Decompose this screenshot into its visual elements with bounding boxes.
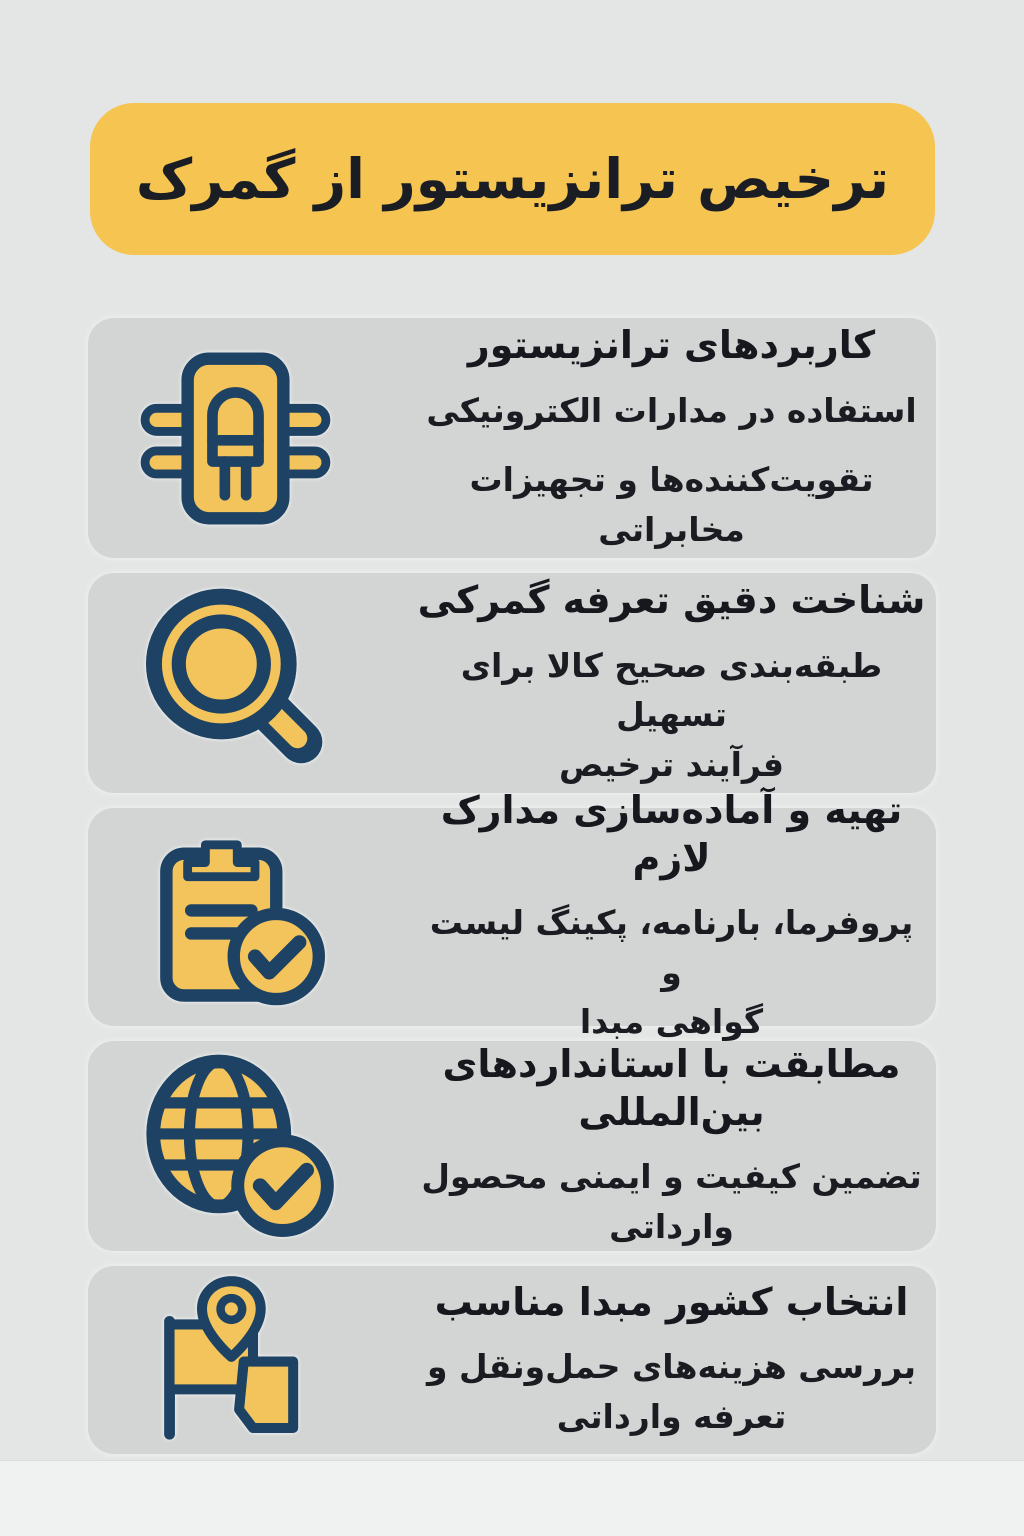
card-line: بررسی هزینه‌های حمل‌ونقل و — [426, 1347, 916, 1387]
footer-strip — [0, 1460, 1024, 1536]
card-text-area — [383, 1279, 936, 1442]
card-line: تقویت‌کننده‌ها و تجهیزات مخابراتی — [469, 460, 874, 549]
card-icon-area — [88, 1275, 383, 1445]
card-text-area — [383, 787, 936, 1047]
card-icon-area — [88, 1051, 383, 1241]
card-line: استفاده در مدارات الکترونیکی — [426, 390, 917, 430]
card-text-area — [383, 577, 936, 789]
card-line: وارداتی — [609, 1206, 734, 1246]
transistor-icon — [138, 341, 333, 536]
card-title: تهیه و آماده‌سازی مدارک لازم — [440, 788, 903, 880]
card-icon-area — [88, 586, 383, 781]
card-line: طبقه‌بندی صحیح کالا برای تسهیل — [460, 645, 883, 734]
card-title: انتخاب کشور مبدا مناسب — [434, 1279, 909, 1324]
header-banner — [90, 103, 935, 255]
card-icon-area — [88, 341, 383, 536]
card-line: پروفرما، بارنامه، پکینگ لیست و — [429, 903, 914, 992]
card-documents-preparation — [88, 788, 936, 1042]
page-title: ترخیص ترانزیستور از گمرک — [135, 147, 890, 211]
card-origin-country — [88, 1266, 936, 1454]
map-pin-icon — [151, 1275, 321, 1445]
card-title: مطابقت با استانداردهای بین‌المللی — [442, 1042, 901, 1134]
card-international-standards — [88, 1041, 936, 1251]
card-line: تعرفه وارداتی — [556, 1396, 787, 1436]
globe-check-icon — [136, 1051, 336, 1241]
card-title: شناخت دقیق تعرفه گمرکی — [417, 578, 926, 622]
card-text-area — [383, 322, 936, 554]
card-line: تضمین کیفیت و ایمنی محصول — [421, 1157, 922, 1196]
card-icon-area — [88, 825, 383, 1010]
card-tariff-identification — [88, 573, 936, 793]
card-list — [88, 318, 936, 1469]
card-line: فرآیند ترخیص — [558, 744, 785, 784]
card-line: گواهی مبدا — [579, 1002, 764, 1042]
card-title: کاربردهای ترانزیستور — [467, 323, 876, 367]
card-transistor-applications — [88, 318, 936, 558]
card-text-area — [383, 1041, 936, 1251]
magnifier-icon — [138, 586, 333, 781]
clipboard-check-icon — [138, 825, 333, 1010]
